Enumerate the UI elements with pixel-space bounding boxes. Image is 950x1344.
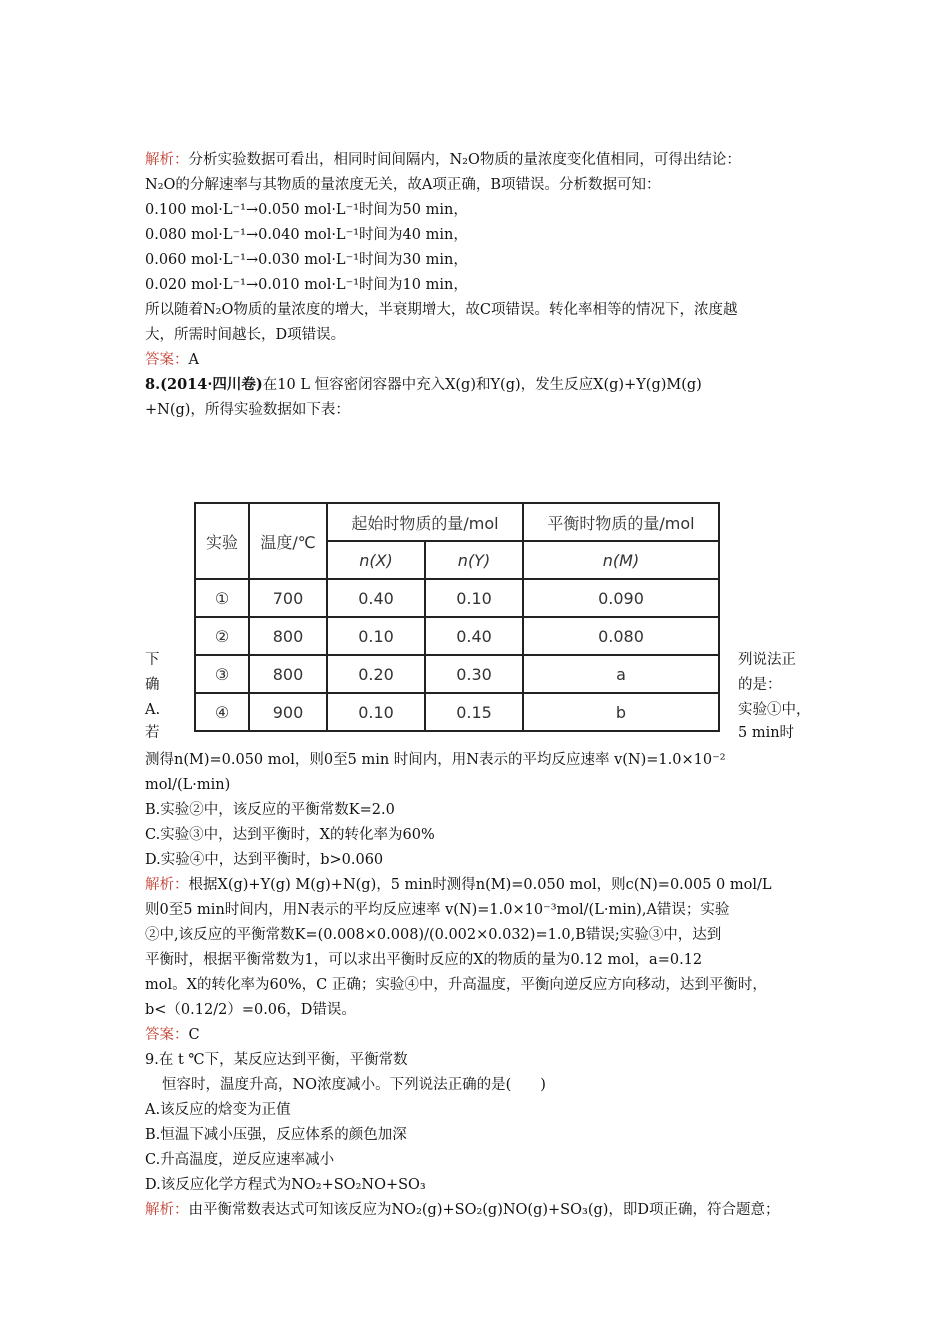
option-a-line-2: mol/(L·min) <box>145 777 231 793</box>
option-b: B.实验②中，该反应的平衡常数K=2.0 <box>145 802 395 818</box>
wrap-right-3: 实验①中， <box>738 702 811 718</box>
analysis-line-4: 0.080 mol·L⁻¹→0.040 mol·L⁻¹时间为40 min， <box>145 227 468 243</box>
header-nx: n(X) <box>327 541 425 579</box>
solution-8-line-2: 则0至5 min时间内，用N表示的平均反应速率 v(N)=1.0×10⁻³mol/(L·min),A错误；实验 <box>145 902 730 918</box>
wrap-left-3: A. <box>145 702 161 718</box>
q9-option-d: D.该反应化学方程式为NO₂+SO₂NO+SO₃ <box>145 1177 426 1193</box>
wrap-left-4: 若 <box>145 725 160 741</box>
question-9-line-2: 恒容时，温度升高，NO浓度减小。下列说法正确的是( ) <box>162 1077 546 1093</box>
solution-8-line-1: 解析：根据X(g)+Y(g) M(g)+N(g)，5 min时测得n(M)=0.050 mol，则c(N)=0.005 0 mol/L <box>145 877 772 893</box>
analysis-line-6: 0.020 mol·L⁻¹→0.010 mol·L⁻¹时间为10 min， <box>145 277 468 293</box>
q9-option-b: B.恒温下减小压强，反应体系的颜色加深 <box>145 1127 407 1143</box>
wrap-right-1: 列说法正 <box>738 652 796 668</box>
option-d: D.实验④中，达到平衡时，b>0.060 <box>145 852 384 868</box>
q9-option-c: C.升高温度，逆反应速率减小 <box>145 1152 335 1168</box>
table-row: ① 700 0.40 0.10 0.090 <box>195 579 719 617</box>
question-8-line-2: +N(g)，所得实验数据如下表： <box>145 402 350 418</box>
analysis-line-8: 大，所需时间越长，D项错误。 <box>145 327 346 343</box>
analysis-line-3: 0.100 mol·L⁻¹→0.050 mol·L⁻¹时间为50 min， <box>145 202 468 218</box>
table-row: ② 800 0.10 0.40 0.080 <box>195 617 719 655</box>
option-a-line-1: 测得n(M)=0.050 mol，则0至5 min 时间内，用N表示的平均反应速率 v(N)=1.0×10⁻² <box>145 752 726 768</box>
solution-8-line-4: 平衡时，根据平衡常数为1，可以求出平衡时反应的X的物质的量为0.12 mol，a=0.12 <box>145 952 703 968</box>
header-ny: n(Y) <box>425 541 523 579</box>
option-c: C.实验③中，达到平衡时，X的转化率为60% <box>145 827 435 843</box>
wrap-right-4: 5 min时 <box>738 725 795 741</box>
question-8-number: 8.(2014·四川卷) <box>145 376 263 393</box>
answer-line-1: 答案：A <box>145 352 199 368</box>
solution-9-line-1: 解析：由平衡常数表达式可知该反应为NO₂(g)+SO₂(g)NO(g)+SO₃(g)，即D项正确，符合题意； <box>145 1202 780 1218</box>
wrap-left-2: 确 <box>145 677 160 693</box>
analysis-label: 解析： <box>145 152 189 168</box>
analysis-line-7: 所以随着N₂O物质的量浓度的增大，半衰期增大，故C项错误。转化率相等的情况下，浓度越 <box>145 302 738 318</box>
header-nm: n(M) <box>523 541 719 579</box>
solution-8-line-3: ②中,该反应的平衡常数K=(0.008×0.008)/(0.002×0.032)=1.0,B错误;实验③中，达到 <box>145 927 722 943</box>
answer-line-2: 答案：C <box>145 1027 200 1043</box>
analysis-line-5: 0.060 mol·L⁻¹→0.030 mol·L⁻¹时间为30 min， <box>145 252 468 268</box>
header-initial-amount: 起始时物质的量/mol <box>327 503 523 541</box>
table-row: ③ 800 0.20 0.30 a <box>195 655 719 693</box>
wrap-right-2: 的是： <box>738 677 782 693</box>
table-row: ④ 900 0.10 0.15 b <box>195 693 719 731</box>
header-equilibrium-amount: 平衡时物质的量/mol <box>523 503 719 541</box>
question-8-line-1: 8.(2014·四川卷)在10 L 恒容密闭容器中充入X(g)和Y(g)，发生反应X(g)+Y(g)M(g) <box>145 376 702 393</box>
solution-8-line-5: mol。X的转化率为60%，C 正确；实验④中，升高温度，平衡向逆反应方向移动，达到平衡时， <box>145 977 767 993</box>
analysis-line-2: N₂O的分解速率与其物质的量浓度无关，故A项正确，B项错误。分析数据可知： <box>145 177 661 193</box>
header-temperature: 温度/℃ <box>249 503 327 579</box>
solution-8-line-6: b<（0.12/2）=0.06，D错误。 <box>145 1002 356 1018</box>
experiment-table <box>194 502 720 732</box>
wrap-left-1: 下 <box>145 652 160 668</box>
header-experiment: 实验 <box>195 503 249 579</box>
question-9-line-1: 9.在 t ℃下，某反应达到平衡，平衡常数 <box>145 1052 408 1068</box>
analysis-line-1: 解析：分析实验数据可看出，相同时间间隔内，N₂O物质的量浓度变化值相同，可得出结论： <box>145 152 741 168</box>
q9-option-a: A.该反应的焓变为正值 <box>145 1102 291 1118</box>
